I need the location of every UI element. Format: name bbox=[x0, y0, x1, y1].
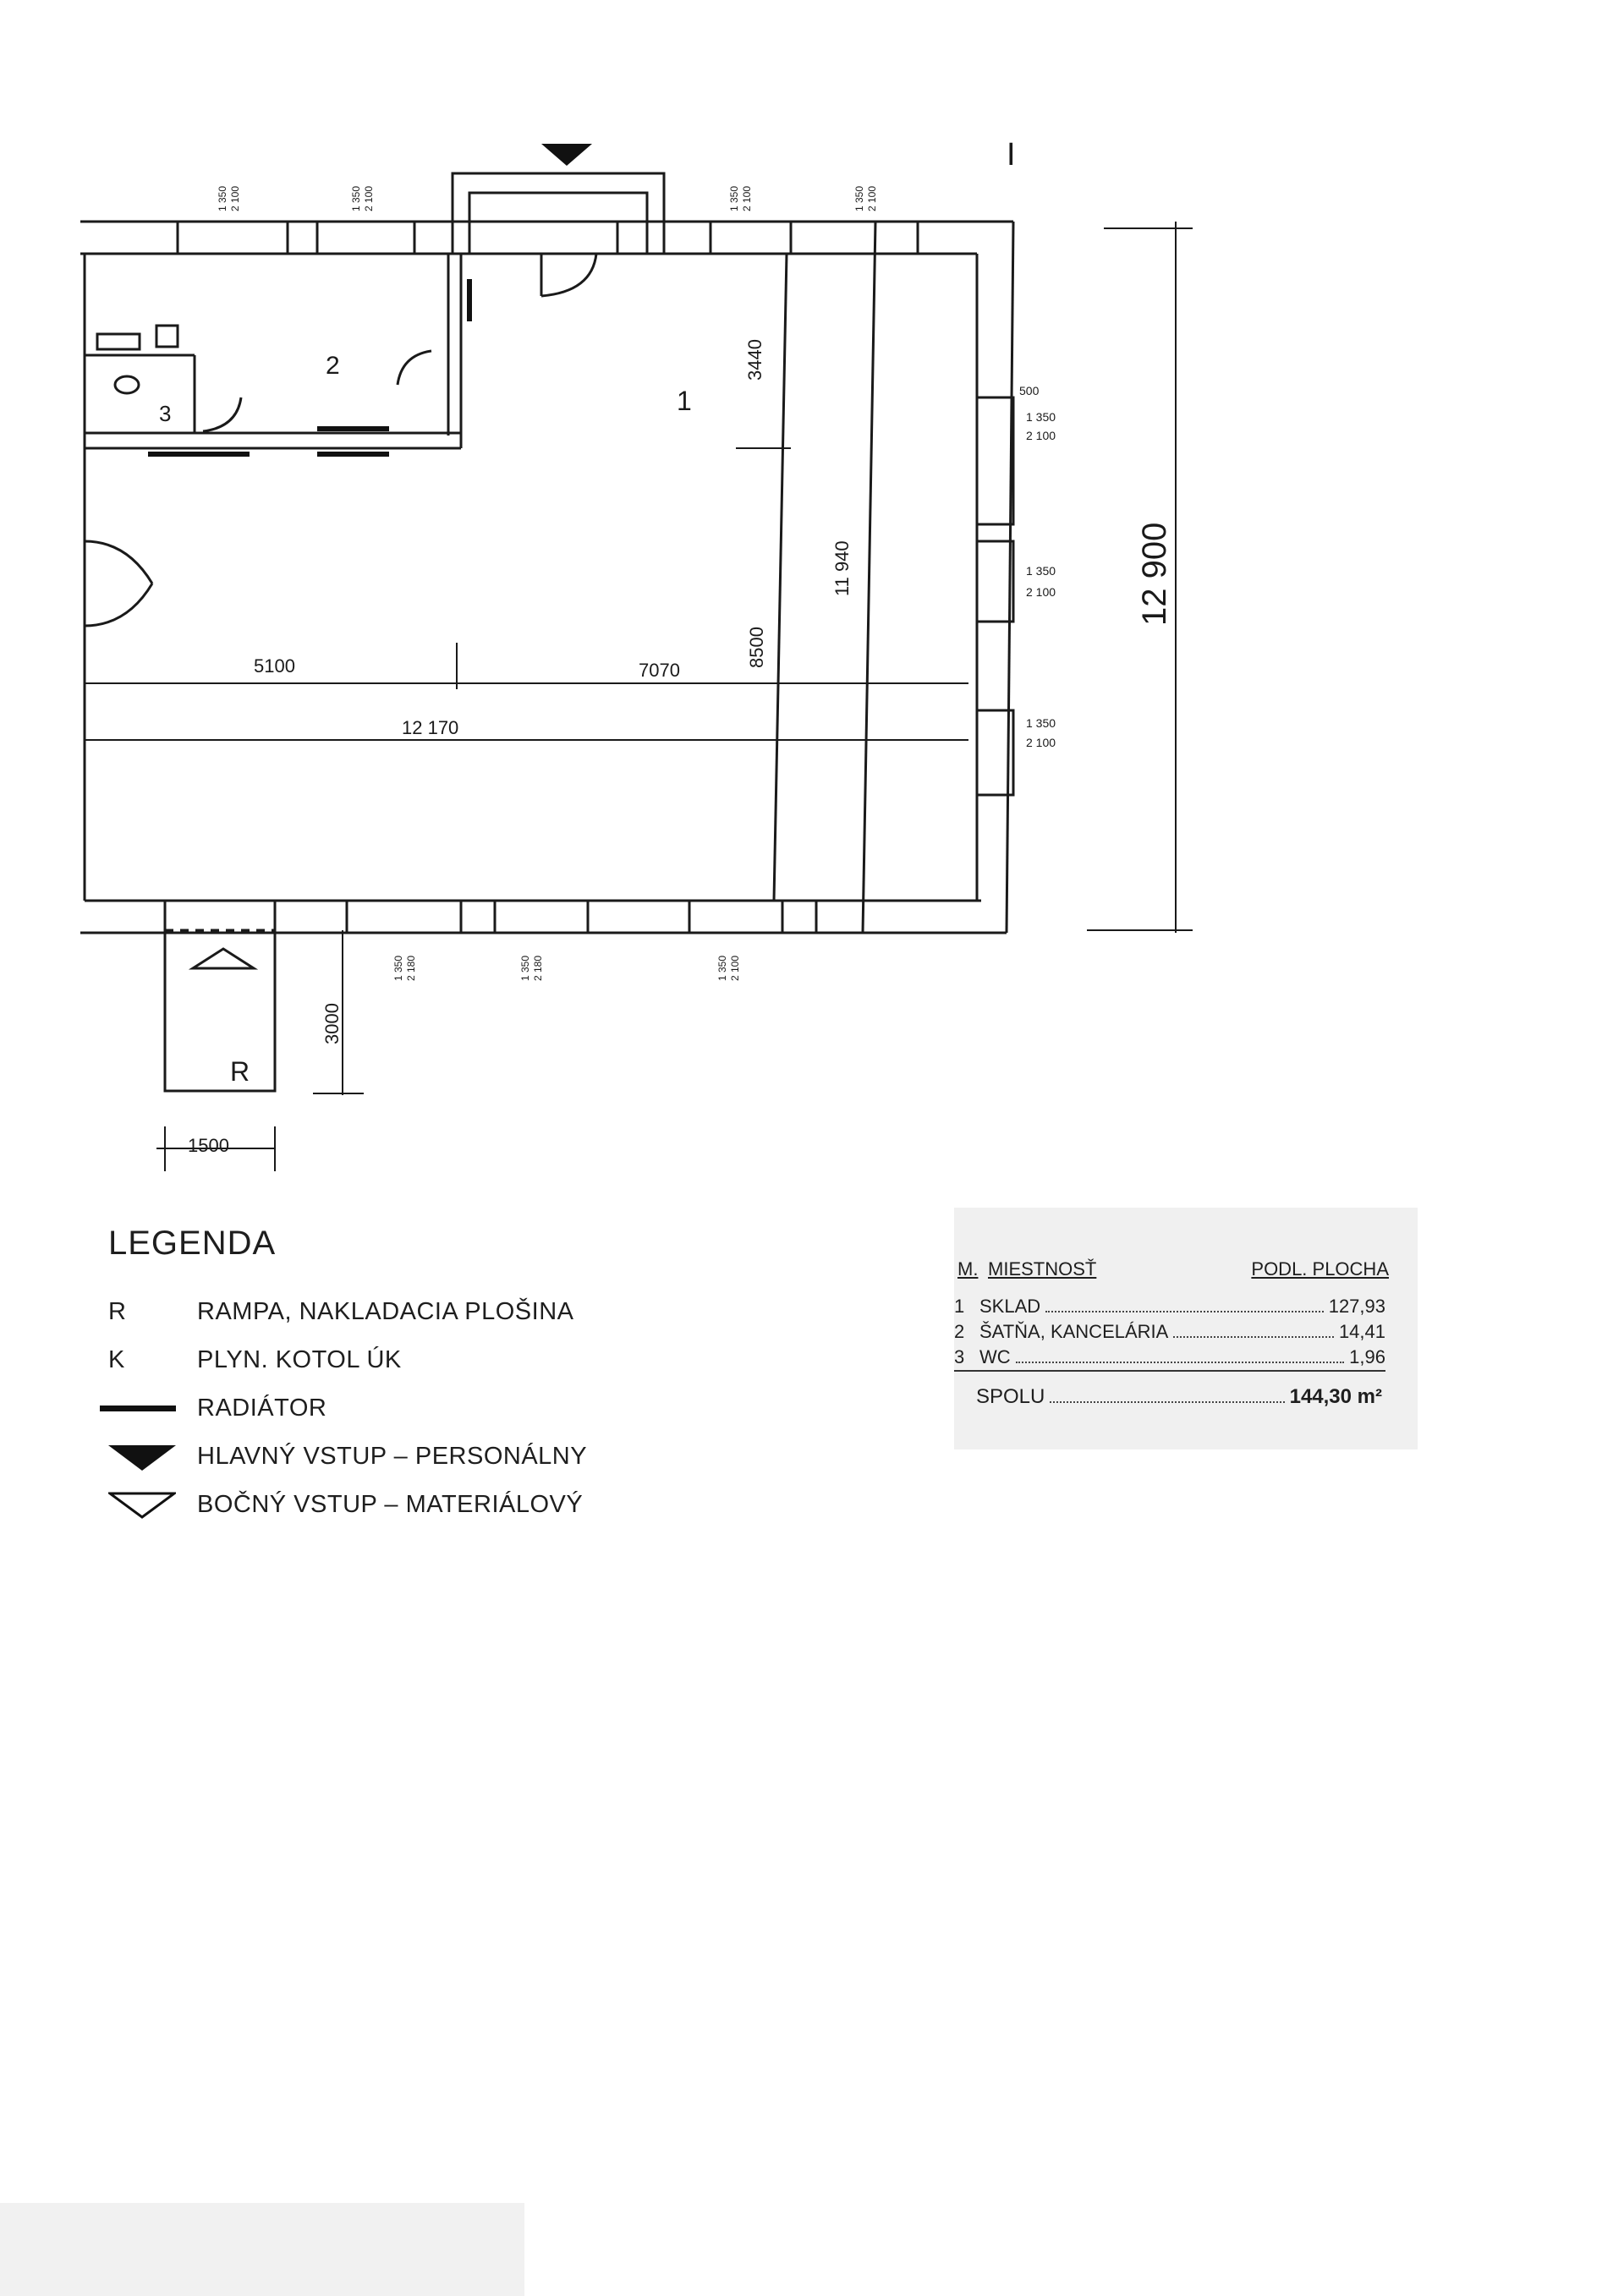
window-dim-top: 1 350 bbox=[1026, 564, 1056, 578]
window-dim-top: 1 350 bbox=[716, 955, 728, 981]
window-dim-bottom: 2 180 bbox=[405, 955, 417, 981]
room2-door-swing bbox=[398, 351, 431, 385]
row-area: 127,93 bbox=[1328, 1296, 1385, 1317]
table-row bbox=[954, 1321, 1385, 1343]
legend-label: RADIÁTOR bbox=[197, 1395, 327, 1422]
dim-line bbox=[774, 254, 787, 901]
window-right bbox=[977, 397, 1013, 524]
window-dim-top: 1 350 bbox=[392, 955, 404, 981]
window-dim-top: 1 350 bbox=[350, 185, 362, 211]
window-dim-bottom: 2 100 bbox=[1026, 429, 1056, 442]
legend bbox=[108, 1225, 751, 1529]
table-row bbox=[954, 1296, 1385, 1318]
window-bottom bbox=[588, 901, 689, 933]
scan-shadow bbox=[0, 2203, 524, 2296]
radiator-legend-icon bbox=[108, 1406, 197, 1411]
dim-7070: 7070 bbox=[639, 660, 680, 681]
window-dim-top: 1 350 bbox=[1026, 410, 1056, 424]
room-number-2: 2 bbox=[326, 352, 340, 380]
window-dim-top: 1 350 bbox=[217, 185, 228, 211]
room-number-1: 1 bbox=[677, 386, 692, 416]
room-area-table bbox=[954, 1208, 1418, 1449]
window-bottom bbox=[275, 901, 347, 933]
legend-key: R bbox=[108, 1298, 127, 1325]
window-dim-bottom: 2 100 bbox=[866, 185, 878, 211]
header-no: M. bbox=[957, 1258, 979, 1280]
ramp-label: R bbox=[230, 1056, 250, 1087]
table-total bbox=[976, 1385, 1382, 1409]
legend-item bbox=[108, 1336, 751, 1384]
row-area: 14,41 bbox=[1338, 1321, 1385, 1342]
legend-item bbox=[108, 1384, 751, 1433]
sink bbox=[156, 326, 178, 347]
table-header bbox=[957, 1258, 1389, 1280]
header-room: MIESTNOSŤ bbox=[988, 1258, 1097, 1280]
toilet bbox=[115, 376, 139, 393]
window-top bbox=[288, 222, 414, 254]
legend-title: LEGENDA bbox=[108, 1225, 277, 1262]
row-name: ŠATŇA, KANCELÁRIA bbox=[979, 1321, 1169, 1342]
window-top bbox=[791, 222, 918, 254]
window-right bbox=[977, 541, 1013, 622]
header-area: PODL. PLOCHA bbox=[1251, 1258, 1389, 1280]
window-dim-top: 1 350 bbox=[519, 955, 531, 981]
window-dim-bottom: 2 100 bbox=[741, 185, 753, 211]
dim-8500: 8500 bbox=[746, 627, 767, 668]
row-area: 1,96 bbox=[1349, 1346, 1385, 1367]
row-name: WC bbox=[979, 1346, 1011, 1367]
table-row bbox=[954, 1346, 1385, 1372]
dim-12170: 12 170 bbox=[402, 717, 459, 738]
legend-item bbox=[108, 1481, 751, 1529]
dim-line bbox=[863, 222, 875, 933]
side-entrance-arrow bbox=[193, 949, 254, 968]
legend-key: K bbox=[108, 1346, 125, 1373]
dim-1500: 1500 bbox=[188, 1135, 229, 1156]
window-dim-bottom: 2 100 bbox=[1026, 585, 1056, 599]
window-dim-bottom: 2 180 bbox=[532, 955, 544, 981]
window-bottom bbox=[782, 901, 816, 933]
dim-5100: 5100 bbox=[254, 655, 295, 677]
window-dim-bottom: 2 100 bbox=[729, 955, 741, 981]
wc-door-swing bbox=[203, 397, 241, 431]
total-value: 144,30 m² bbox=[1289, 1385, 1382, 1408]
side-door-swing bbox=[85, 541, 152, 626]
window-dim-top: 1 350 bbox=[1026, 716, 1056, 730]
dim-500: 500 bbox=[1019, 384, 1040, 397]
window-bottom bbox=[461, 901, 495, 933]
window-dim-top: 1 350 bbox=[853, 185, 865, 211]
wc-fixture bbox=[97, 334, 140, 349]
row-no: 3 bbox=[954, 1346, 965, 1367]
window-dim-bottom: 2 100 bbox=[363, 185, 375, 211]
dim-11940: 11 940 bbox=[831, 540, 853, 596]
entrance-door-swing bbox=[541, 254, 596, 296]
row-name: SKLAD bbox=[979, 1296, 1041, 1317]
window-dim-bottom: 2 100 bbox=[229, 185, 241, 211]
row-no: 1 bbox=[954, 1296, 965, 1317]
room-number-3: 3 bbox=[159, 401, 172, 426]
legend-label: PLYN. KOTOL ÚK bbox=[197, 1346, 402, 1373]
legend-item bbox=[108, 1288, 751, 1336]
section-mark: I bbox=[1007, 137, 1016, 173]
row-no: 2 bbox=[954, 1321, 965, 1342]
entrance-vestibule-inner bbox=[469, 193, 647, 254]
dim-3440: 3440 bbox=[744, 339, 765, 381]
window-dim-top: 1 350 bbox=[728, 185, 740, 211]
main-entrance-legend-icon bbox=[108, 1440, 197, 1474]
dim-3000: 3000 bbox=[321, 1003, 343, 1044]
legend-label: BOČNÝ VSTUP – MATERIÁLOVÝ bbox=[197, 1491, 584, 1518]
window-top bbox=[178, 222, 317, 254]
entrance-vestibule bbox=[453, 173, 664, 254]
dim-12900: 12 900 bbox=[1136, 522, 1173, 626]
main-entrance-icon bbox=[541, 144, 592, 166]
legend-label: HLAVNÝ VSTUP – PERSONÁLNY bbox=[197, 1443, 588, 1470]
side-entrance-legend-icon bbox=[108, 1488, 197, 1522]
legend-label: RAMPA, NAKLADACIA PLOŠINA bbox=[197, 1298, 574, 1325]
total-label: SPOLU bbox=[976, 1385, 1045, 1408]
window-dim-bottom: 2 100 bbox=[1026, 736, 1056, 749]
legend-item bbox=[108, 1433, 751, 1481]
